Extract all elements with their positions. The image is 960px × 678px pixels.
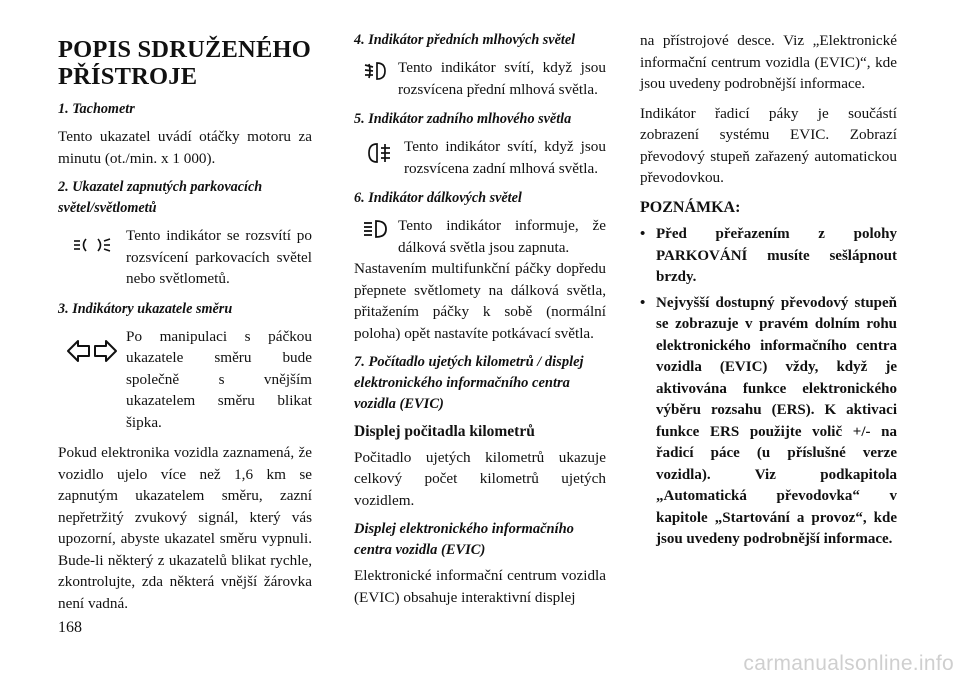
section-6-heading: 6. Indikátor dálkových světel <box>354 190 522 206</box>
section-6-paragraph: Nastavením multifunkční páčky dopředu přepnete světlomety na dálková světla, přitažením páčky k sobě (normální poloha) opět nastavíte potkávací světla. <box>354 260 606 342</box>
gear-indicator-text: Indikátor řadicí páky je součástí zobrazení systému EVIC. Zobrazí převodový stupeň zařazený automatickou převodovkou. <box>640 104 897 186</box>
odometer-heading: Displej počitadla kilometrů <box>354 423 535 440</box>
section-1-text: Tento ukazatel uvádí otáčky motoru za minutu (ot./min. x 1 000). <box>58 128 312 167</box>
page-title: POPIS SDRUŽENÉHO PŘÍSTROJE <box>58 36 312 90</box>
section-3-heading: 3. Indikátory ukazatele směru <box>58 300 233 317</box>
section-2-indicator <box>58 225 312 290</box>
section-7-heading: 7. Počítadlo ujetých kilometrů / displej elektronického informačního centra vozidla (EVIC) <box>354 354 584 412</box>
watermark: carmanualsonline.info <box>743 652 954 675</box>
evic-continued-text: na přístrojové desce. Viz „Elektronické informační centrum vozidla (EVIC)“, kde jsou uvedeny podrobnější informace. <box>640 32 897 92</box>
section-5-heading: 5. Indikátor zadního mlhového světla <box>354 111 572 127</box>
note-text: Nejvyšší dostupný převodový stupeň se zobrazuje v pravém dolním rohu elektronického informačního centra vozidla (EVIC) vždy, když je aktivována funkce elektronického výběru rozsahu (ERS). K aktivaci funkce ERS použijte volič +/- na řadicí páce (u příslušné verze vozidla). Viz podkapitola „Automatická převodovka“ v kapitole „Startování a provoz“, kde jsou uvedeny podrobnější informace. <box>656 294 897 547</box>
section-4-indicator <box>354 57 606 100</box>
section-5-indicator <box>354 136 606 179</box>
middle-column <box>354 30 606 616</box>
note-list <box>640 224 897 551</box>
left-column <box>58 30 312 622</box>
turn-signal-arrows-icon <box>58 326 126 376</box>
evic-text: Elektronické informační centrum vozidla (EVIC) obsahuje interaktivní displej <box>354 567 606 606</box>
section-2-heading: 2. Ukazatel zapnutých parkovacích světel/světlometů <box>58 179 263 216</box>
section-3-paragraph: Pokud elektronika vozidla zaznamená, že vozidlo ujelo více než 1,6 km se zapnutým ukazatelem směru, zazní nepřetržitý zvukový signál, který vás upozorní, abyste ukazatel směru vypnuli. Bude-li některý z ukazatelů blikat rychle, zkontrolujte, zda některá vnější žárovka není vadná. <box>58 444 312 612</box>
section-2-text: Tento indikátor se rozsvítí po rozsvícení parkovacích světel nebo světlometů. <box>126 227 312 287</box>
section-3-text: Po manipulaci s páčkou ukazatele směru bude společně s vnějším ukazatelem směru blikat šipka. <box>126 327 312 431</box>
section-6-indicator <box>354 215 606 258</box>
note-text: Před přeřazením z polohy PARKOVÁNÍ musíte sešlápnout brzdy. <box>656 226 897 285</box>
front-fog-light-icon <box>354 57 398 85</box>
parking-lights-icon <box>58 225 126 265</box>
bullet: • <box>640 294 646 311</box>
odometer-text: Počitadlo ujetých kilometrů ukazuje celkový počet kilometrů ujetých vozidlem. <box>354 448 606 509</box>
note-item <box>640 224 897 289</box>
high-beam-icon <box>354 215 398 243</box>
page-number: 168 <box>58 619 82 636</box>
rear-fog-light-icon <box>354 136 404 170</box>
right-column <box>640 30 897 555</box>
section-4-heading: 4. Indikátor předních mlhových světel <box>354 32 576 48</box>
evic-heading: Displej elektronického informačního centra vozidla (EVIC) <box>354 521 574 558</box>
section-1-heading: 1. Tachometr <box>58 101 135 117</box>
section-4-text: Tento indikátor svítí, když jsou rozsvícena přední mlhová světla. <box>398 59 606 98</box>
bullet: • <box>640 226 646 242</box>
note-item <box>640 293 897 551</box>
section-5-text: Tento indikátor svítí, když jsou rozsvícena zadní mlhová světla. <box>404 138 606 177</box>
section-3-indicator <box>58 326 312 434</box>
note-heading: POZNÁMKA: <box>640 198 741 216</box>
section-6-text: Tento indikátor informuje, že dálková světla jsou zapnuta. <box>398 217 606 256</box>
